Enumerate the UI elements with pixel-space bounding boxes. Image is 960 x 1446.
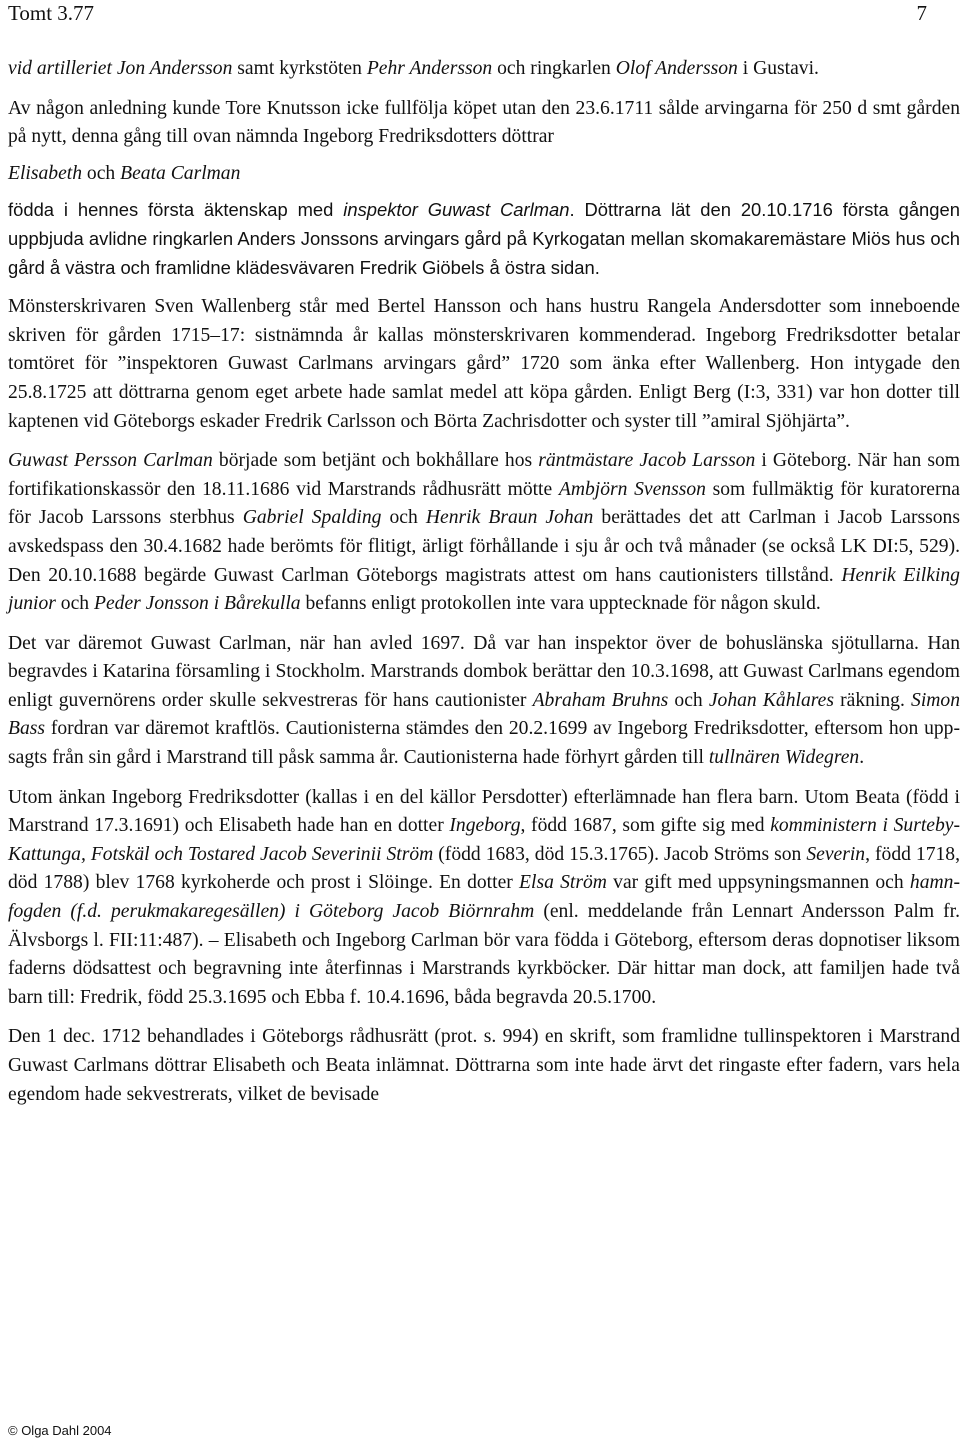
italic-name-text: vid artilleriet Jon Andersson bbox=[8, 58, 233, 79]
italic-name-text: Olof Andersson bbox=[615, 58, 738, 79]
text-span: var gift med uppsyningsmannen och bbox=[606, 872, 910, 894]
italic-name-text: inspektor Guwast Carlman bbox=[343, 199, 570, 221]
paragraph bbox=[8, 630, 960, 773]
document-body bbox=[8, 55, 960, 1109]
paragraph bbox=[8, 447, 960, 619]
text-span: och bbox=[668, 689, 709, 711]
italic-name-text: Gabriel Spalding bbox=[242, 507, 382, 529]
italic-name-text: Elisabeth bbox=[8, 162, 83, 184]
text-span: (enl. meddelande från Lennart Andersson Palm fr. Älvsborgs l. FII:11:487). – Elisabeth och Ingeborg Carlman bör vara födda i Göteborg, eftersom deras dopnotiser liksom faderns dödsattest och begravning inte återfinnas i Marstrands kyrkböcker. Där hittar man dock, att familjen hade två barn till: Fredrik, född 25.3.1695 och Ebba f. 10.4.1696, båda begravda 20.5.1700. bbox=[8, 901, 960, 1008]
italic-name-text: Johan Kåhlares bbox=[708, 689, 834, 711]
paragraph bbox=[8, 55, 960, 84]
italic-name-text: hamnfogden (f.d. perukmakaregesällen) i Göteborg Jacob Biörnrahm bbox=[8, 872, 960, 923]
paragraph bbox=[8, 160, 960, 189]
text-span: befanns enligt protokollen inte vara upptecknade för någon skuld. bbox=[300, 593, 821, 615]
text-span: och ringkarlen bbox=[492, 58, 616, 79]
italic-name-text: Peder Jonsson i Bårekulla bbox=[94, 593, 301, 615]
italic-name-text: Beata Carlman bbox=[120, 162, 241, 184]
text-span: . bbox=[569, 199, 585, 221]
italic-name-text: Abraham Bruhns bbox=[532, 689, 669, 711]
page-number: 7 bbox=[916, 1, 927, 25]
page-header-title: Tomt 3.77 bbox=[8, 1, 95, 25]
text-span: berättades det att Carlman i Jacob Larssons avskedspass den 30.4.1682 hade berömts för flitigt, ärligt förhållande i sju år och två månader (se också LK DI:5, 529). Den 20.10.1688 begärde Guwast Carlman Göteborgs magistrats attest om hans cautionisters tillstånd. bbox=[8, 507, 960, 586]
italic-name-text: Ingeborg bbox=[449, 815, 521, 837]
text-span: i Göteborg. När han som fortifikationskassör den 18.11.1686 vid Marstrands rådhusrätt mötte bbox=[8, 450, 960, 500]
italic-name-text: Simon Bass bbox=[8, 689, 960, 740]
text-span: (född 1683, död 15.3.1765). Jacob Ströms son bbox=[433, 843, 807, 865]
italic-name-text: Severin bbox=[806, 843, 866, 865]
text-span: räkning. bbox=[833, 689, 912, 711]
italic-name-text: Henrik Eilking junior bbox=[8, 564, 960, 615]
text-span: Döttrarna lät den 20.10.1716 första gången uppbjuda avlidne ringkarlen Anders Jonssons arvingars gård på Kyrkogatan mellan skomakaremästare Miös hus och gård å västra och framlidne klädesvävaren Fredrik Giöbels å östra sidan. bbox=[8, 199, 960, 278]
italic-name-text: räntmästare Jacob Larsson bbox=[538, 450, 756, 472]
text-span: Mönsterskrivaren Sven Wallenberg står med Bertel Hansson och hans hustru Rangela Andersdotter som inneboende skriven för gården 1715–17: sistnämnda år kallas mönsterskrivaren kommenderad. Ingeborg Fredriksdotter betalar tomtöret för ”inspektoren Guwast Carlmans arvingars gård” 1720 som änka efter Wallenberg. Hon intygade den 25.8.1725 att döttrarna genom eget arbete hade samlat medel att köpa gården. Enligt Berg (I:3, 331) var hon dotter till kaptenen vid Göteborgs eskader Fredrik Carlsson och Börta Zachrisdotter och syster till ”amiral Sjöhjärta”. bbox=[8, 296, 960, 432]
italic-name-text: Elsa Ström bbox=[519, 872, 607, 894]
paragraph bbox=[8, 1023, 960, 1109]
paragraph bbox=[8, 784, 960, 1013]
italic-name-text: komministern i Surteby-Kattunga, Fotskäl och Tostared Jacob Severinii Ström bbox=[8, 815, 960, 865]
paragraph bbox=[8, 293, 960, 436]
italic-name-text: Guwast Persson Carlman bbox=[8, 450, 213, 472]
copyright-footer: © Olga Dahl 2004 bbox=[8, 1423, 112, 1438]
paragraph bbox=[8, 95, 960, 152]
italic-name-text: Pehr Andersson bbox=[366, 58, 493, 79]
text-span: Av någon anledning kunde Tore Knutsson icke fullfölja köpet utan den 23.6.1711 sålde arvingarna för 250 d smt gården på nytt, denna gång till ovan nämnda Ingeborg Fredriksdotters döttrar bbox=[8, 97, 960, 148]
paragraph bbox=[8, 196, 960, 282]
text-span: började som betjänt och bokhållare hos bbox=[212, 450, 539, 472]
text-span: . bbox=[859, 747, 865, 769]
text-span: fordran var däremot kraftlös. Cautionisterna stämdes den 20.2.1699 av Ingeborg Fredriksdotter, eftersom hon uppsagts från sin gård i Marstrand till påsk samma år. Cautionisterna hade förhyrt gården till bbox=[8, 718, 960, 769]
italic-name-text: tullnären Widegren bbox=[708, 747, 860, 769]
text-span: som fullmäktig för kuratorerna för Jacob Larssons sterbhus bbox=[8, 478, 960, 529]
text-span: Utom änkan Ingeborg Fredriksdotter (kallas i en del källor Persdotter) efterlämnade han flera barn. Utom Beata (född i Marstrand 17.3.1691) och Elisabeth hade han en dotter bbox=[8, 786, 960, 837]
italic-name-text: Henrik Braun Johan bbox=[425, 507, 594, 529]
text-span: , född 1687, som gifte sig med bbox=[520, 815, 771, 837]
text-span: i Gustavi. bbox=[737, 58, 819, 79]
text-span: Den 1 dec. 1712 behandlades i Göteborgs rådhusrätt (prot. s. 994) en skrift, som framlidne tullinspektoren i Marstrand Guwast Carlmans döttrar Elisabeth och Beata inlämnat. Döttrarna som inte hade ärvt det ringaste efter fadern, vars hela egendom hade sekvestrerats, vilket de bevisade bbox=[8, 1026, 960, 1105]
text-span: födda i hennes första äktenskap med bbox=[8, 199, 344, 221]
text-span: och bbox=[381, 507, 426, 529]
italic-name-text: Ambjörn Svensson bbox=[558, 478, 706, 500]
text-span: och bbox=[82, 162, 121, 184]
text-span: Det var däremot Guwast Carlman, när han avled 1697. Då var han inspektor över de bohuslänska sjötullarna. Han begravdes i Katarina församling i Stockholm. Marstrands dombok berättar den 10.3.1698, att Guwast Carlmans egendom enligt guvernörens order skulle sekvestreras för hans cautionister bbox=[8, 632, 960, 711]
text-span: samt kyrkstöten bbox=[232, 58, 367, 79]
text-span: och bbox=[55, 593, 94, 615]
text-span: , född 1718, död 1788) blev 1768 kyrkoherde och prost i Slöinge. En dotter bbox=[8, 843, 960, 894]
